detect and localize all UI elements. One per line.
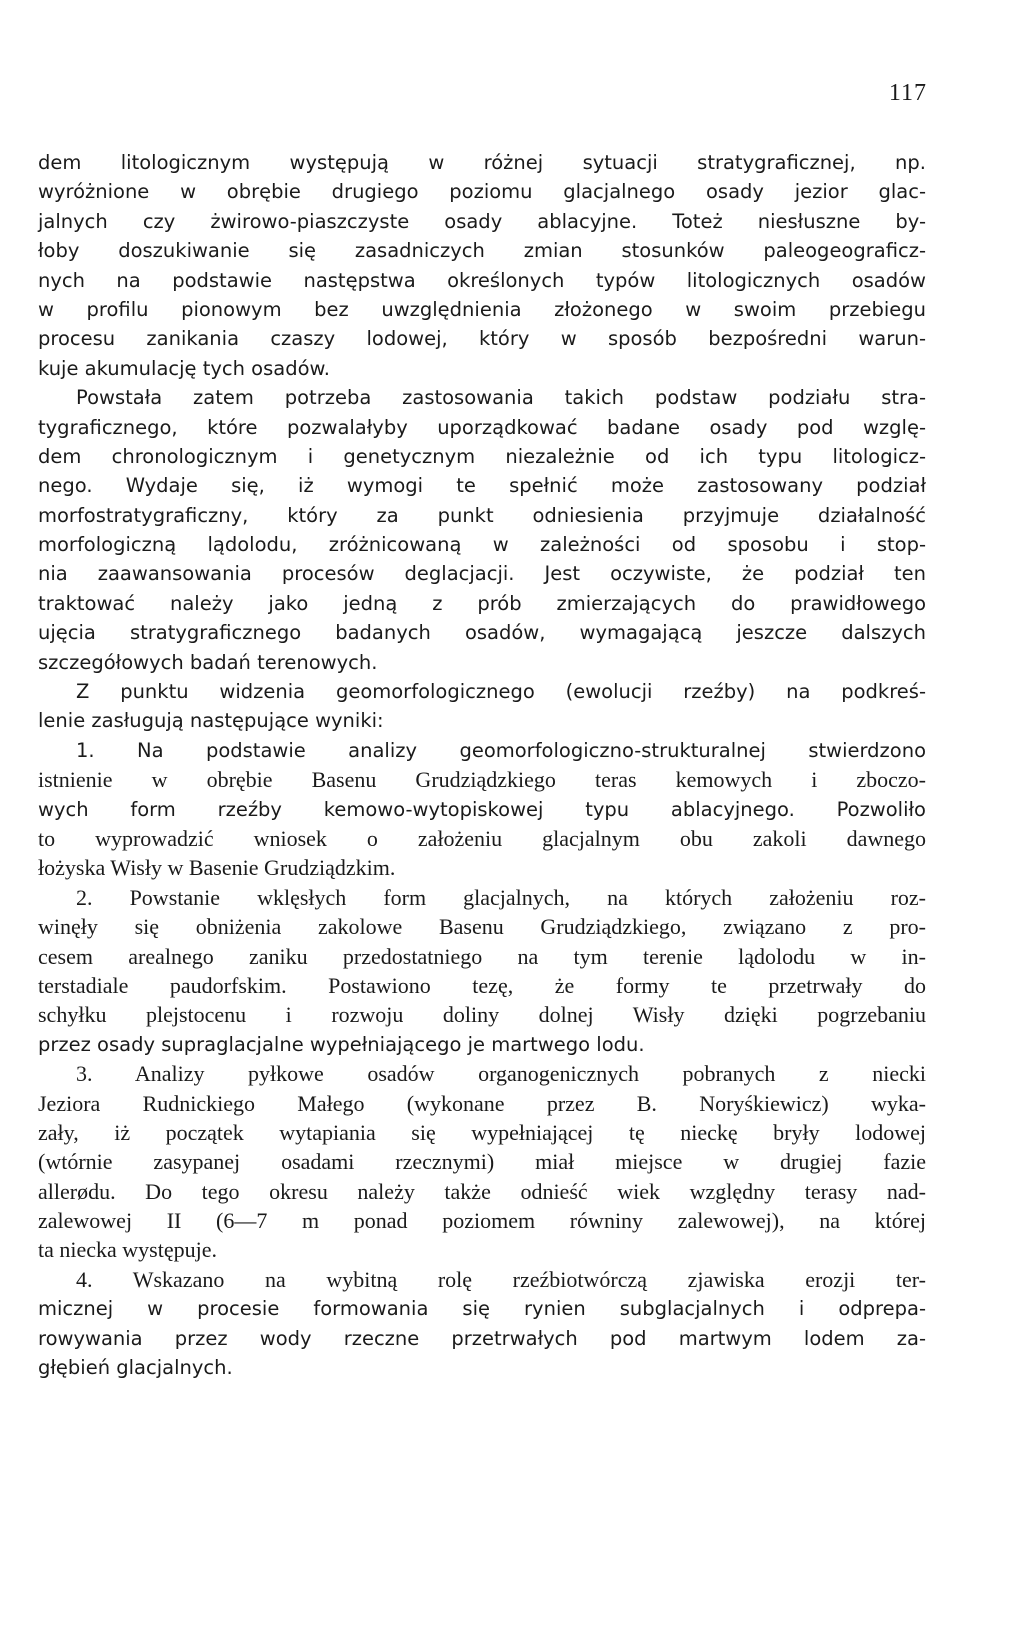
text-line: traktować należy jako jedną z prób zmierzających do prawidłowego [38,591,926,615]
text-line: w profilu pionowym bez uwzględnienia złożonego w swoim przebiegu [38,297,926,321]
text-line: morfologiczną lądolodu, zróżnicowaną w zależności od sposobu i stop- [38,533,926,557]
text-line: szczegółowych badań terenowych. [38,650,378,674]
text-line: micznej w procesie formowania się rynien subglacjalnych i odprepa- [38,1297,926,1321]
text-line: rowywania przez wody rzeczne przetrwałych pod martwym lodem za- [38,1326,926,1350]
page-number: 117 [888,80,927,106]
text-line: (wtórnie zasypanej osadami rzecznymi) miał miejsce w drugiej fazie [38,1149,926,1175]
text-line: istnienie w obrębie Basenu Grudziądzkiego teras kemowych i zboczo- [38,767,926,793]
text-line: łoby doszukiwanie się zasadniczych zmian stosunków paleogeograficz- [38,239,926,263]
text-line: Jeziora Rudnickiego Małego (wykonane przez B. Noryśkiewicz) wyka- [38,1090,926,1116]
text-line: tygraficznego, które pozwalałyby uporządkować badane osady pod wzglę- [38,415,926,439]
text-line: procesu zanikania czaszy lodowej, który w sposób bezpośredni warun- [38,327,926,351]
text-line: terstadiale paudorfskim. Postawiono tezę, że formy te przetrwały do [38,972,926,998]
text-line: zały, iż początek wytapiania się wypełniającej tę nieckę bryły lodowej [38,1119,926,1145]
text-line: nego. Wydaje się, iż wymogi te spełnić może zastosowany podział [38,474,926,498]
text-line: zalewowej II (6—7 m ponad poziomem równiny zalewowej), na której [38,1208,926,1234]
text-line: 3. Analizy pyłkowe osadów organogenicznych pobranych z niecki [76,1061,926,1087]
text-line: 2. Powstanie wklęsłych form glacjalnych, na których założeniu roz- [76,884,926,910]
text-line: 4. Wskazano na wybitną rolę rzeźbiotwórczą zjawiska erozji ter- [76,1266,926,1292]
text-line: wych form rzeźby kemowo-wytopiskowej typu ablacyjnego. Pozwoliło [38,797,926,821]
text-line: dem litologicznym występują w różnej sytuacji stratygraficznej, np. [38,151,926,174]
text-line: allerødu. Do tego okresu należy także odnieść wiek względny terasy nad- [38,1178,926,1204]
text-line: to wyprowadzić wniosek o założeniu glacjalnym obu zakoli dawnego [38,825,926,851]
text-line: morfostratygraficzny, który za punkt odniesienia przyjmuje działalność [38,503,926,527]
text-line: schyłku plejstocenu i rozwoju doliny dolnej Wisły dzięki pogrzebaniu [38,1002,926,1028]
text-line: lenie zasługują następujące wyniki: [38,709,384,733]
text-line: nia zaawansowania procesów deglacjacji. Jest oczywiste, że podział ten [38,562,926,586]
text-line: Powstała zatem potrzeba zastosowania takich podstaw podziału stra- [76,386,926,410]
text-line: kuje akumulację tych osadów. [38,356,330,380]
text-line: wyróżnione w obrębie drugiego poziomu glacjalnego osady jezior glac- [38,180,926,204]
text-line: nych na podstawie następstwa określonych typów litologicznych osadów [38,268,926,292]
text-line: winęły się obniżenia zakolowe Basenu Grudziądzkiego, związano z pro- [38,914,926,940]
text-line: ujęcia stratygraficznego badanych osadów, wymagającą jeszcze dalszych [38,621,926,645]
text-line: 1. Na podstawie analizy geomorfologiczno-strukturalnej stwierdzono [76,738,926,762]
text-line: łożyska Wisły w Basenie Grudziądzkim. [38,855,396,881]
text-line: cesem arealnego zaniku przedostatniego na tym terenie lądolodu w in- [38,943,926,969]
text-line: Z punktu widzenia geomorfologicznego (ewolucji rzeźby) na podkreś- [76,680,926,704]
text-line: ta niecka występuje. [38,1237,217,1263]
body-text [38,148,926,1382]
text-line: jalnych czy żwirowo-piaszczyste osady ablacyjne. Toteż niesłuszne by- [38,209,926,233]
text-line: przez osady supraglacjalne wypełniającego je martwego lodu. [38,1032,645,1056]
text-line: dem chronologicznym i genetycznym niezależnie od ich typu litologicz- [38,444,926,468]
text-line: głębień glacjalnych. [38,1356,233,1380]
